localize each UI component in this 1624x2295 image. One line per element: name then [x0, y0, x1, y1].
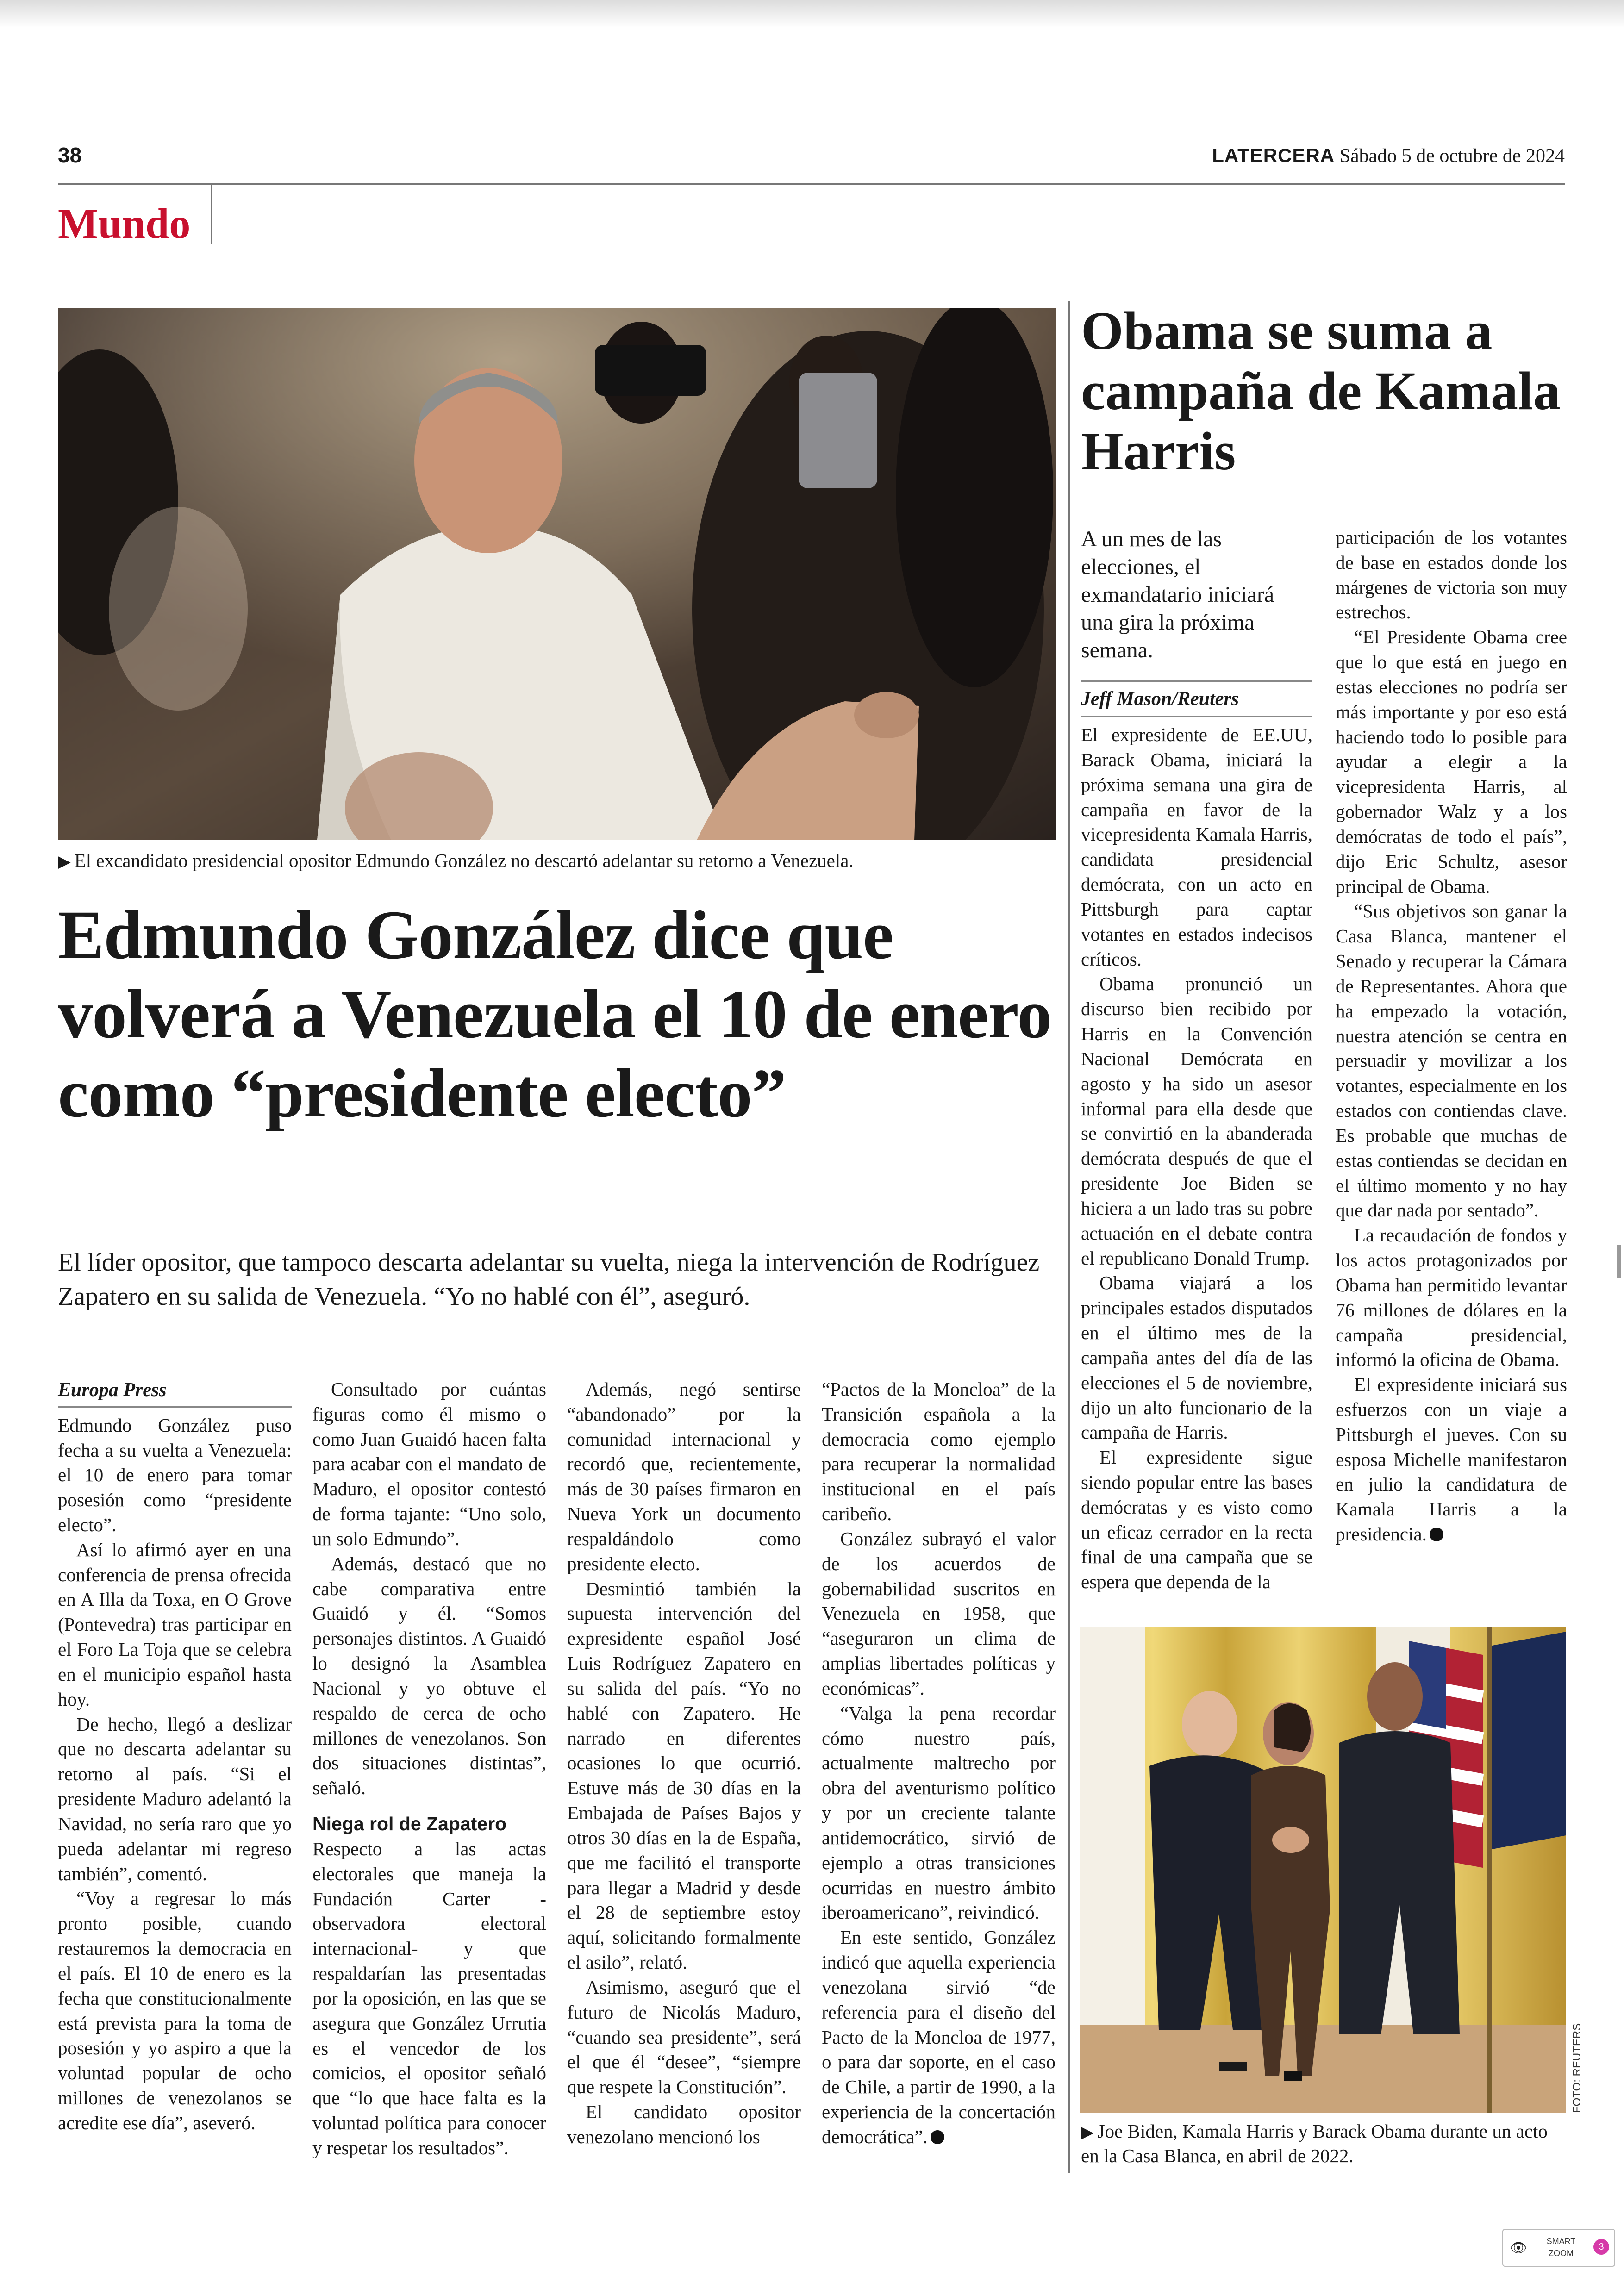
- caption-triangle-icon: ▶: [1081, 2123, 1094, 2142]
- side-column-b: [1336, 525, 1567, 1547]
- end-mark-icon: [931, 2130, 944, 2144]
- smart-zoom-label-line1: SMART: [1546, 2237, 1576, 2246]
- main-col1-paragraph: Edmundo González puso fecha a su vuelta a Venezuela: el 10 de enero para tomar posesión como “presidente electo”.: [58, 1414, 292, 1535]
- main-col2-paragraph: Además, destacó que no cabe comparativa entre Guaidó y él. “Somos personajes distintos. A Guaidó lo designó la Asamblea Nacional y yo obtuve el respaldo de cerca de ocho millones de venezolanos. Son dos situaciones distintas”, señaló.: [312, 1553, 546, 1799]
- issue-date: Sábado 5 de octubre de 2024: [1339, 145, 1565, 167]
- side-deck: A un mes de las elecciones, el exmandatario iniciará una gira la próxima semana.: [1081, 527, 1274, 662]
- newspaper-brand: LATERCERA: [1212, 144, 1335, 166]
- main-col1-paragraph: De hecho, llegó a deslizar que no descarta adelantar su retorno al país. “Si el presidente Maduro adelantó la Navidad, no sería raro que yo pueda adelantar mi regreso también”, comentó.: [58, 1713, 292, 1884]
- eye-icon: 👁: [1510, 2240, 1528, 2256]
- side-colB-last-text: El expresidente iniciará sus esfuerzos con un viaje a Pittsburgh el jueves. Con su esposa Michelle manifestaron en julio la candidatura de Kamala Harris a la presidencia.: [1336, 1374, 1567, 1545]
- main-col4-paragraph: González subrayó el valor de los acuerdos de gobernabilidad suscritos en Venezuela en 1958, que “aseguraron un clima de amplias libertades políticas y económicas”.: [822, 1528, 1056, 1699]
- caption-triangle-icon: ▶: [58, 852, 71, 871]
- main-column-3: [567, 1377, 801, 2150]
- main-column-4: [822, 1377, 1056, 2150]
- side-colA-paragraph: El expresidente de EE.UU, Barack Obama, iniciará la próxima semana una gira de campaña en favor de la vicepresidenta Kamala Harris, candidata presidencial demócrata, con un acto en Pittsburgh para captar votantes en estados indecisos críticos.: [1081, 724, 1312, 970]
- side-colB-paragraph: “El Presidente Obama cree que lo que está en juego en estas elecciones no podría ser más importante y por eso está haciendo todo lo posible para ayudar a elegir a la vicepresidenta Harris, al gobernador Walz y a los demócratas de todo el país”, dijo Eric Schultz, asesor principal de Obama.: [1336, 626, 1567, 897]
- side-colB-paragraph: participación de los votantes de base en estados donde los márgenes de victoria son muy estrechos.: [1336, 527, 1567, 623]
- main-col4-paragraph: [822, 1925, 1056, 2149]
- side-colA-paragraph: Obama viajará a los principales estados disputados en el último mes de la campaña antes del día de las elecciones el 5 de noviembre, dijo un alto funcionario de la campaña de Harris.: [1081, 1272, 1312, 1443]
- end-mark-icon: [1430, 1528, 1443, 1541]
- side-colB-paragraph: [1336, 1372, 1567, 1547]
- main-column-1: [58, 1377, 292, 2136]
- side-colB-paragraph: La recaudación de fondos y los actos protagonizados por Obama han permitido levantar 76 millones de dólares en la campaña presidencial, informó la oficina de Obama.: [1336, 1224, 1567, 1371]
- side-photo-caption-text: Joe Biden, Kamala Harris y Barack Obama durante un acto en la Casa Blanca, en abril de 2022.: [1081, 2120, 1548, 2167]
- main-deck: El líder opositor, que tampoco descarta adelantar su vuelta, niega la intervención de Rodríguez Zapatero en su salida de Venezuela. “Yo no hablé con él”, aseguró.: [58, 1248, 1040, 1311]
- photo-credit: [1571, 2025, 1589, 2118]
- side-colA-paragraph: Obama pronunció un discurso bien recibido por Harris en la Convención Nacional Demócrata en agosto y ha sido un asesor informal para ella desde que se convirtió en la abanderada demócrata después de que el presidente Joe Biden se hiciera a un lado tras su pobre actuación en el debate contra el republicano Donald Trump.: [1081, 973, 1312, 1269]
- section-title: Mundo: [58, 200, 191, 247]
- main-col1-paragraph: Así lo afirmó ayer en una conferencia de prensa ofrecida en A Illa da Toxa, en O Grove (Pontevedra) tras participar en el Foro La Toja que se celebra en el municipio español hasta hoy.: [58, 1539, 292, 1710]
- side-colA-paragraph: El expresidente sigue siendo popular entre las bases demócratas y es visto como un eficaz cerrador en la recta final de una campaña que se espera que dependa de la: [1081, 1447, 1312, 1593]
- main-col4-paragraph: “Valga la pena recordar cómo nuestro país, actualmente maltrecho por obra del aventurismo político y por un creciente talante antidemocrático, sirvió de ejemplo a otras transiciones ocurridas en nuestro ámbito iberoamericano”, reivindicó.: [822, 1702, 1056, 1923]
- side-colB-paragraph: “Sus objetivos son ganar la Casa Blanca, mantener el Senado y recuperar la Cámara de Representantes. Ahora que ha empezado la votación, nuestra atención se centra en persuadir y movilizar a los votantes, especialmente en los estados con contiendas clave. Es probable que muchas de estas contiendas se decidan en el último momento y no hay que dar nada por sentado”.: [1336, 900, 1567, 1221]
- main-column-2: [312, 1377, 546, 2161]
- photo-credit-text: FOTO: REUTERS: [1571, 2023, 1583, 2113]
- main-col3-paragraph: El candidato opositor venezolano mencionó los: [567, 2101, 801, 2147]
- main-col1-paragraph: “Voy a regresar lo más pronto posible, cuando restauremos la democracia en el país. El 10 de enero es la fecha que constitucionalmente está prevista para la toma de posesión y yo aspiro a que la voluntad popular de ocho millones de venezolanos se acredite ese día”, aseveró.: [58, 1888, 292, 2133]
- main-col4-paragraph: “Pactos de la Moncloa” de la Transición española a la democracia como ejemplo para recuperar la normalidad institucional en el país caribeño.: [822, 1378, 1056, 1525]
- side-headline: Obama se suma a campaña de Kamala Harris: [1081, 300, 1561, 481]
- smart-zoom-badge: 3: [1593, 2239, 1609, 2255]
- main-byline: Europa Press: [58, 1377, 292, 1408]
- section-divider: [211, 184, 212, 244]
- main-col3-paragraph: Además, negó sentirse “abandonado” por la comunidad internacional y recordó que, recientemente, más de 30 países firmaron en Nueva York un documento respaldándolo como presidente electo.: [567, 1378, 801, 1574]
- header-rule: [58, 183, 1565, 185]
- smart-zoom-button[interactable]: [1502, 2229, 1615, 2267]
- main-col3-paragraph: Asimismo, aseguró que el futuro de Nicolás Maduro, “cuando sea presidente”, será el que él “desee”, “siempre que respete la Constitución”.: [567, 1976, 801, 2098]
- side-byline: Jeff Mason/Reuters: [1081, 680, 1312, 717]
- side-photo-caption: [1081, 2119, 1567, 2169]
- smart-zoom-label-line2: ZOOM: [1549, 2249, 1574, 2258]
- biden-harris-obama-photo: [1080, 1627, 1566, 2113]
- scrollbar-thumb[interactable]: [1617, 1245, 1621, 1278]
- side-column-a: [1081, 680, 1312, 1595]
- masthead: [1212, 144, 1565, 167]
- main-col2-paragraph: Consultado por cuántas figuras como él mismo o como Juan Guaidó hacen falta para acabar con el mandato de Maduro, el opositor contestó de forma tajante: “Uno solo, un solo Edmundo”.: [312, 1378, 546, 1549]
- main-col3-paragraph: Desmintió también la supuesta intervención del expresidente español José Luis Rodríguez Zapatero en su salida del país. “Yo no hablé con Zapatero. He narrado en diferentes ocasiones lo que ocurrió. Estuve más de 30 días en la Embajada de Países Bajos y otros 30 días en la de España, que me facilitó el transporte para llegar a Madrid y desde el 28 de septiembre estoy aquí, solicitando formalmente el asilo”, relató.: [567, 1578, 801, 1973]
- smart-zoom-label: [1540, 2235, 1582, 2259]
- main-subhead: Niega rol de Zapatero: [312, 1813, 507, 1835]
- page-number: 38: [58, 143, 82, 167]
- main-photo-caption: [58, 848, 1058, 873]
- page-top-shadow: [0, 0, 1624, 28]
- main-photo-caption-text: El excandidato presidencial opositor Edmundo González no descartó adelantar su retorno a Venezuela.: [74, 850, 854, 871]
- main-col2-paragraph: Respecto a las actas electorales que maneja la Fundación Carter -observadora electoral internacional- y que respaldarían las presentadas por la oposición, en las que se asegura que González Urrutia es el vencedor de los comicios, el opositor señaló que “lo que hace falta es la voluntad política para conocer y respetar los resultados”.: [312, 1838, 546, 2158]
- main-headline: Edmundo González dice que volverá a Venezuela el 10 de enero como “presidente electo”: [58, 897, 1052, 1132]
- main-col4-last-text: En este sentido, González indicó que aquella experiencia venezolana sirvió “de referencia para el diseño del Pacto de la Moncloa de 1977, o para dar soporte, en el caso de Chile, a partir de 1990, a la experiencia de la concertación democrática”.: [822, 1927, 1056, 2147]
- sidebar-divider: [1068, 301, 1070, 2173]
- edmundo-gonzalez-photo: [58, 308, 1056, 840]
